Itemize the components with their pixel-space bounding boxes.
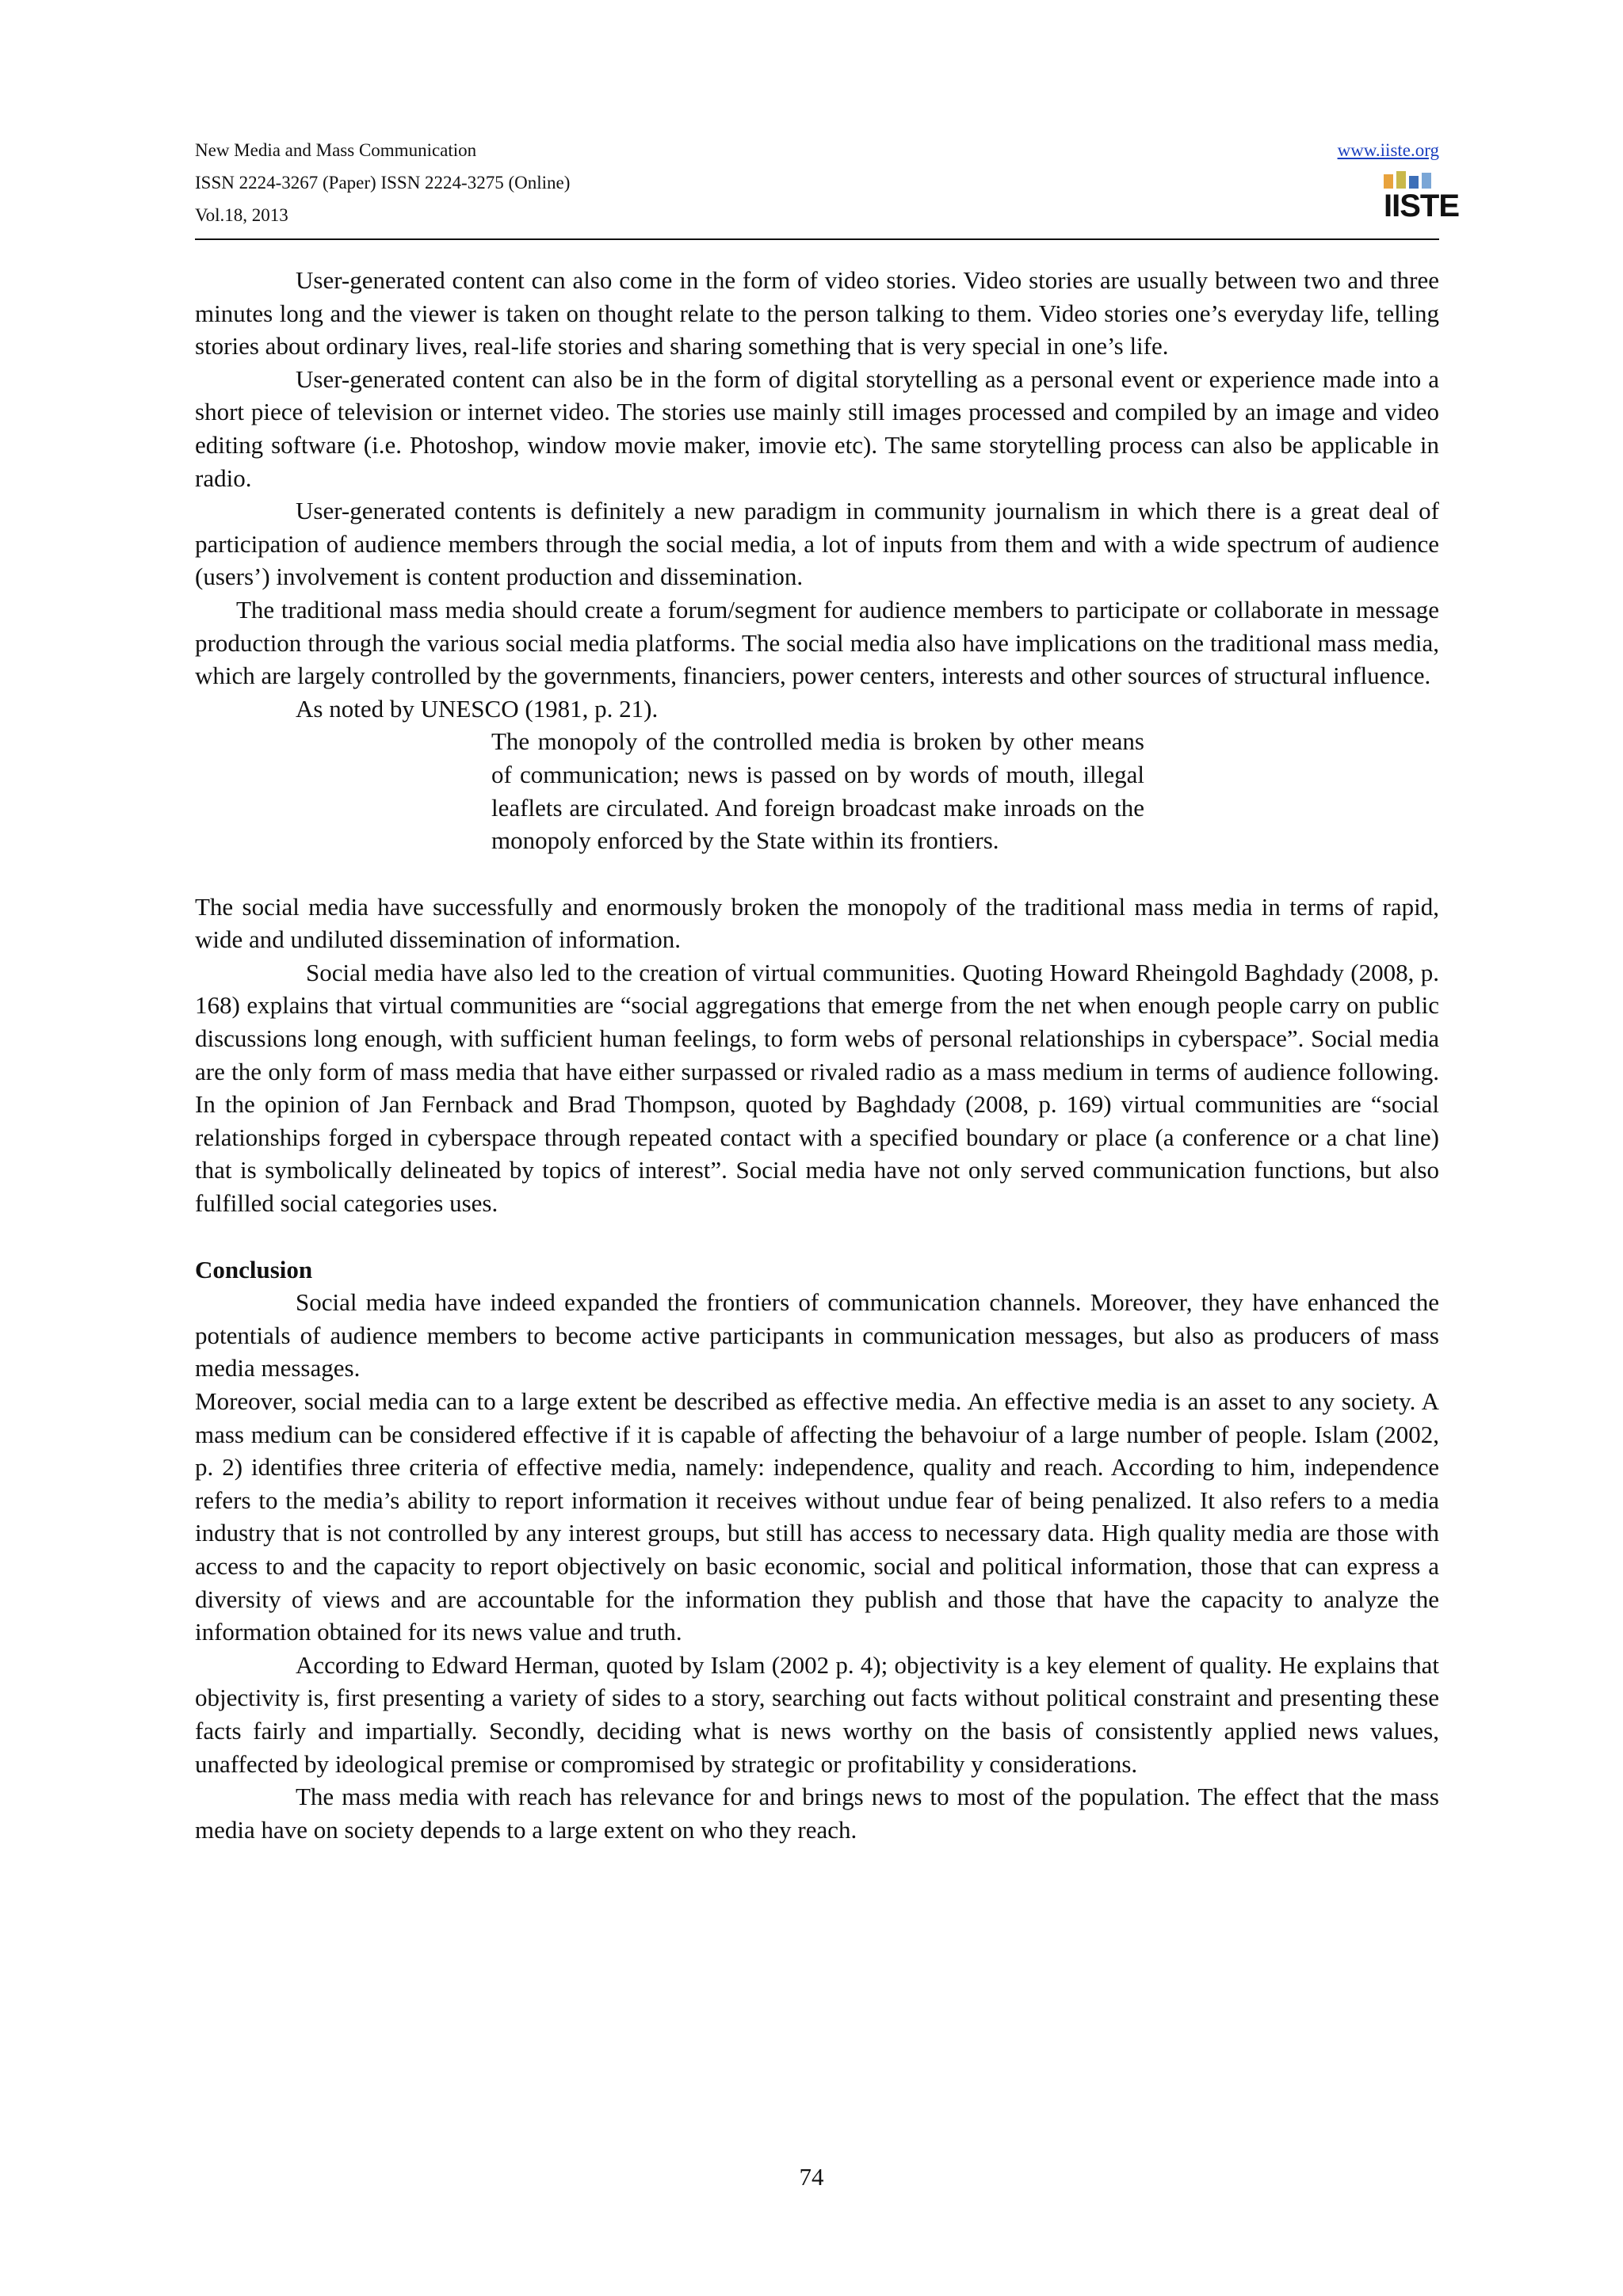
spacer xyxy=(195,1220,1439,1253)
paragraph-virtual-communities: Social media have also led to the creation of virtual communities. Quoting Howard Rheingold Baghdady (2008, p. 168) explains that virtual communities are “social aggregations that emerge from the net when enough people carry on public discussions long enough, with sufficient human feelings, to form webs of personal relationships in cyberspace”. Social media are the only form of mass media that have either surpassed or rivaled radio as a mass medium in terms of audience following. In the opinion of Jan Fernback and Brad Thompson, quoted by Baghdady (2008, p. 169) virtual communities are “social relationships forged in cyberspace through repeated contact with a specified boundary or place (a conference or a chat line) that is symbolically delineated by topics of interest”. Social media have not only served communication functions, but also fulfilled social categories uses. xyxy=(195,958,1439,1218)
paragraph-conclusion-4: The mass media with reach has relevance for and brings news to most of the population. The effect that the mass media have on society depends to a large extent on who they reach. xyxy=(195,1783,1439,1844)
paragraph-unesco-intro: As noted by UNESCO (1981, p. 21). xyxy=(296,694,659,723)
paragraph-video-stories: User-generated content can also come in the form of video stories. Video stories are usually between two and three minutes long and the viewer is taken on thought relate to the person talking to them. Video stories one’s everyday life, telling stories about ordinary lives, real-life stories and sharing something that is very special in one’s life. xyxy=(195,266,1439,360)
journal-url-link[interactable]: www.iiste.org xyxy=(1337,140,1439,160)
page-header xyxy=(195,135,1460,236)
paragraph-monopoly: The social media have successfully and enormously broken the monopoly of the traditional mass media in terms of rapid, wide and undiluted dissemination of information. xyxy=(195,892,1439,954)
journal-issn: ISSN 2224-3267 (Paper) ISSN 2224-3275 (Online) xyxy=(195,173,571,193)
paragraph-traditional-media: The traditional mass media should create a forum/segment for audience members to participate or collaborate in message production through the various social media platforms. The social media also have implications on the traditional mass media, which are largely controlled by the governments, financiers, power centers, interests and other sources of structural influence. xyxy=(195,595,1439,690)
section-heading-conclusion: Conclusion xyxy=(195,1255,313,1283)
journal-volume: Vol.18, 2013 xyxy=(195,205,288,225)
logo-text: IISTE xyxy=(1384,189,1460,223)
paragraph-conclusion-3: According to Edward Herman, quoted by Islam (2002 p. 4); objectivity is a key element of quality. He explains that objectivity is, first presenting a variety of sides to a story, searching out facts without political constraint and presenting these facts fairly and impartially. Secondly, deciding what is news worthy on the basis of consistently applied news values, unaffected by ideological premise or compromised by strategic or profitability y considerations. xyxy=(195,1650,1439,1778)
header-divider xyxy=(195,238,1439,240)
article-body xyxy=(195,264,1439,1846)
paragraph-conclusion-2: Moreover, social media can to a large extent be described as effective media. An effective media is an asset to any society. A mass medium can be considered effective if it is capable of affecting the behavoiur of a large number of people. Islam (2002, p. 2) identifies three criteria of effective media, namely: independence, quality and reach. According to him, independence refers to the media’s ability to report information it receives without undue fear of being penalized. It also refers to a media industry that is not controlled by any interest groups, but still has access to necessary data. High quality media are those with access to and the capacity to report objectively on basic economic, social and political information, those that can express a diversity of views and are accountable for the information they publish and those that have the capacity to analyze the information obtained for its news value and truth. xyxy=(195,1387,1439,1646)
page-number: 74 xyxy=(799,2163,824,2191)
paragraph-conclusion-1: Social media have indeed expanded the frontiers of communication channels. Moreover, they have enhanced the potentials of audience members to become active participants in communication messages, but also as producers of mass media messages. xyxy=(195,1288,1439,1383)
journal-title: New Media and Mass Communication xyxy=(195,140,477,160)
paragraph-community-journalism: User-generated contents is definitely a new paradigm in community journalism in which there is a great deal of participation of audience members through the social media, a lot of inputs from them and with a wide spectrum of audience (users’) involvement is content production and dissemination. xyxy=(195,497,1439,591)
logo-bars-icon xyxy=(1384,171,1439,189)
iiste-logo xyxy=(1384,171,1460,228)
spacer xyxy=(195,857,1439,891)
paragraph-digital-storytelling: User-generated content can also be in the form of digital storytelling as a personal event or experience made into a short piece of television or internet video. The stories use mainly still images processed and compiled by an image and video editing software (i.e. Photoshop, window movie maker, imovie etc). The same storytelling process can also be applicable in radio. xyxy=(195,364,1439,492)
block-quote: The monopoly of the controlled media is broken by other means of communication; news is passed on by words of mouth, illegal leaflets are circulated. And foreign broadcast make inroads on the monopoly enforced by the State within its frontiers. xyxy=(491,727,1144,855)
